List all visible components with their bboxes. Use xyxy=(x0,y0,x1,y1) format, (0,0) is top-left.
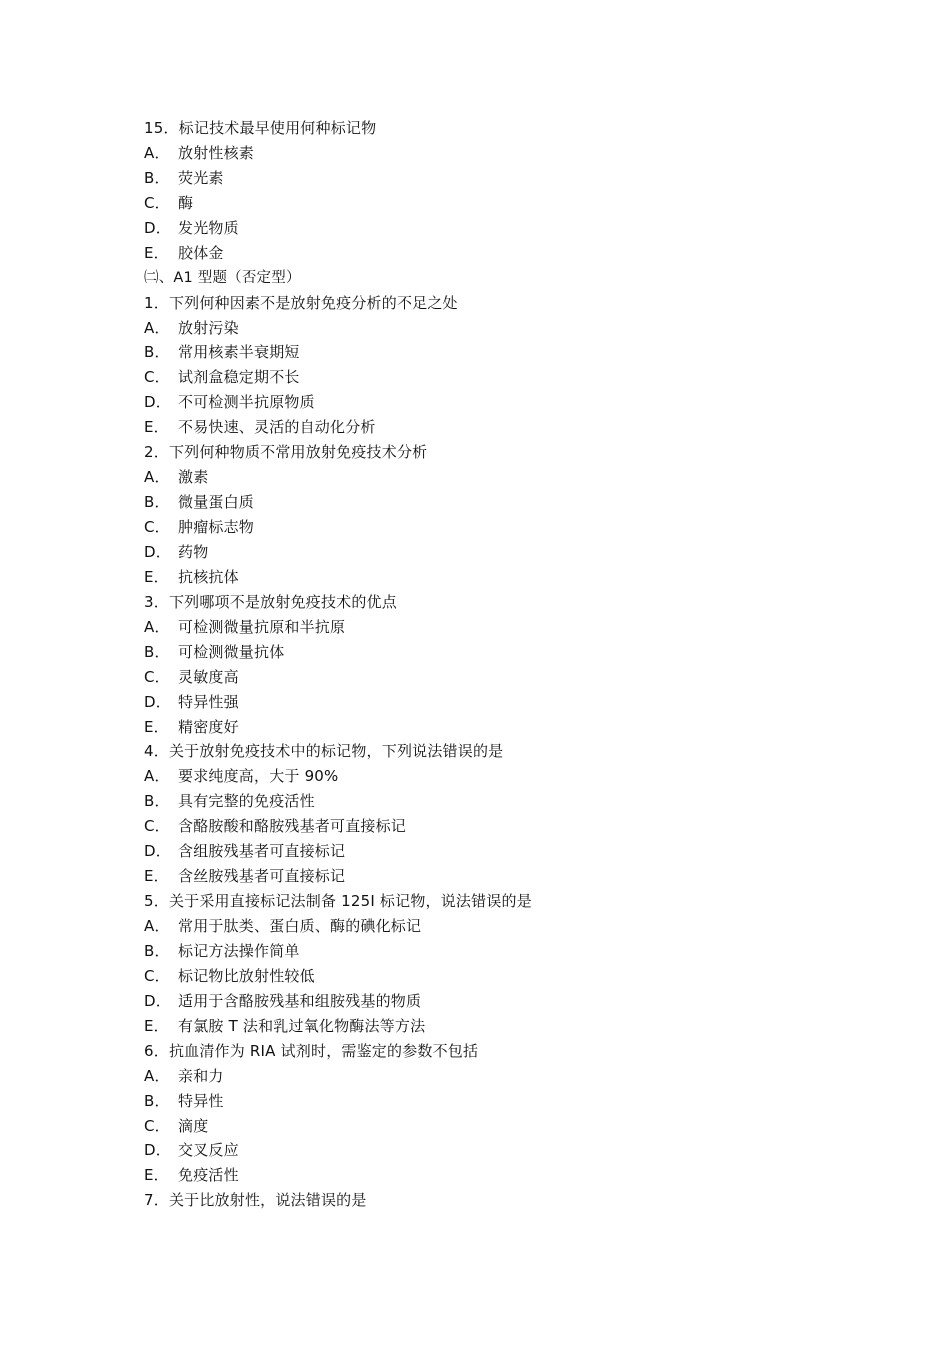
option-a xyxy=(144,465,844,490)
option-text: 要求纯度高，大于 90% xyxy=(178,767,339,786)
option-text: 适用于含酪胺残基和组胺残基的物质 xyxy=(178,991,422,1010)
option-letter: B． xyxy=(144,343,170,362)
option-letter: B． xyxy=(144,1091,170,1110)
option-e xyxy=(144,415,844,440)
option-text: 含组胺残基者可直接标记 xyxy=(178,842,346,861)
option-letter: D． xyxy=(144,842,171,861)
document-page xyxy=(144,116,844,1213)
option-b xyxy=(144,340,844,365)
section-heading: ㈡、A1 型题（否定型） xyxy=(144,269,301,286)
option-letter: C． xyxy=(144,817,170,836)
option-text: 标记方法操作简单 xyxy=(178,941,300,960)
option-letter: E． xyxy=(144,418,169,437)
option-letter: C． xyxy=(144,966,170,985)
option-e xyxy=(144,715,844,740)
option-letter: A． xyxy=(144,767,170,786)
question-5: 5．关于采用直接标记法制备 125I 标记物，说法错误的是 xyxy=(144,892,532,911)
question-7: 7．关于比放射性，说法错误的是 xyxy=(144,1191,367,1210)
option-text: 肿瘤标志物 xyxy=(178,518,255,536)
option-letter: E． xyxy=(144,243,169,262)
question-1: 1．下列何种因素不是放射免疫分析的不足之处 xyxy=(144,293,458,312)
option-letter: A． xyxy=(144,1066,170,1085)
option-a xyxy=(144,615,844,640)
question-3: 3．下列哪项不是放射免疫技术的优点 xyxy=(144,592,397,611)
option-letter: D． xyxy=(144,542,171,561)
option-c xyxy=(144,964,844,989)
option-text: 精密度好 xyxy=(178,717,239,736)
option-e xyxy=(144,241,844,266)
question-4: 4．关于放射免疫技术中的标记物，下列说法错误的是 xyxy=(144,742,504,761)
option-c xyxy=(144,515,844,540)
option-text: 特异性强 xyxy=(178,692,239,711)
option-letter: E． xyxy=(144,717,169,736)
option-letter: E． xyxy=(144,1166,169,1185)
option-letter: B． xyxy=(144,168,170,187)
option-letter: E． xyxy=(144,867,169,886)
option-text: 激素 xyxy=(178,468,209,487)
question-15: 15．标记技术最早使用何种标记物 xyxy=(144,119,377,137)
option-text: 酶 xyxy=(178,193,194,212)
option-text: 可检测微量抗体 xyxy=(178,642,285,661)
option-letter: A． xyxy=(144,617,170,636)
option-c xyxy=(144,665,844,690)
option-text: 不可检测半抗原物质 xyxy=(178,393,315,412)
option-b xyxy=(144,789,844,814)
option-text: 药物 xyxy=(178,542,209,561)
option-letter: E． xyxy=(144,567,169,586)
option-text: 含酪胺酸和酪胺残基者可直接标记 xyxy=(178,817,407,836)
option-e xyxy=(144,1014,844,1039)
option-d xyxy=(144,540,844,565)
option-letter: D． xyxy=(144,218,171,237)
option-text: 可检测微量抗原和半抗原 xyxy=(178,617,346,636)
option-b xyxy=(144,939,844,964)
option-letter: B． xyxy=(144,941,170,960)
option-letter: D． xyxy=(144,393,171,412)
option-text: 试剂盒稳定期不长 xyxy=(178,368,300,387)
option-d xyxy=(144,839,844,864)
option-letter: A． xyxy=(144,917,170,935)
option-d xyxy=(144,690,844,715)
option-a xyxy=(144,914,844,939)
option-letter: D． xyxy=(144,1141,171,1160)
option-c xyxy=(144,1114,844,1139)
option-c xyxy=(144,191,844,216)
option-letter: C． xyxy=(144,667,170,686)
option-text: 常用核素半衰期短 xyxy=(178,343,300,362)
option-text: 标记物比放射性较低 xyxy=(178,966,315,985)
option-text: 荧光素 xyxy=(178,168,224,187)
option-letter: A． xyxy=(144,143,170,162)
option-b xyxy=(144,1089,844,1114)
option-letter: D． xyxy=(144,692,171,711)
option-letter: B． xyxy=(144,792,170,811)
option-letter: E． xyxy=(144,1016,169,1035)
option-text: 特异性 xyxy=(178,1091,224,1110)
option-letter: C． xyxy=(144,518,170,536)
option-text: 胶体金 xyxy=(178,243,224,262)
option-b xyxy=(144,490,844,515)
question-2: 2．下列何种物质不常用放射免疫技术分析 xyxy=(144,443,428,462)
option-text: 有氯胺 T 法和乳过氧化物酶法等方法 xyxy=(178,1016,426,1035)
option-letter: C． xyxy=(144,1116,170,1135)
option-text: 不易快速、灵活的自动化分析 xyxy=(178,418,376,437)
option-text: 微量蛋白质 xyxy=(178,493,255,512)
option-text: 放射性核素 xyxy=(178,143,255,162)
option-text: 滴度 xyxy=(178,1116,209,1135)
option-text: 亲和力 xyxy=(178,1066,224,1085)
option-text: 常用于肽类、蛋白质、酶的碘化标记 xyxy=(178,917,422,935)
option-d xyxy=(144,989,844,1014)
option-letter: C． xyxy=(144,193,170,212)
option-letter: B． xyxy=(144,642,170,661)
option-letter: B． xyxy=(144,493,170,512)
option-a xyxy=(144,316,844,341)
option-b xyxy=(144,166,844,191)
option-e xyxy=(144,1163,844,1188)
option-text: 灵敏度高 xyxy=(178,667,239,686)
option-text: 具有完整的免疫活性 xyxy=(178,792,315,811)
option-letter: C． xyxy=(144,368,170,387)
option-text: 抗核抗体 xyxy=(178,567,239,586)
option-a xyxy=(144,764,844,789)
option-c xyxy=(144,365,844,390)
option-d xyxy=(144,390,844,415)
option-e xyxy=(144,565,844,590)
option-letter: A． xyxy=(144,318,170,337)
option-text: 放射污染 xyxy=(178,318,239,337)
option-text: 交叉反应 xyxy=(178,1141,239,1160)
option-e xyxy=(144,864,844,889)
option-d xyxy=(144,216,844,241)
option-d xyxy=(144,1138,844,1163)
option-a xyxy=(144,141,844,166)
option-c xyxy=(144,814,844,839)
option-text: 含丝胺残基者可直接标记 xyxy=(178,867,346,886)
option-text: 免疫活性 xyxy=(178,1166,239,1185)
option-letter: A． xyxy=(144,468,170,487)
option-letter: D． xyxy=(144,991,171,1010)
question-6: 6．抗血清作为 RIA 试剂时，需鉴定的参数不包括 xyxy=(144,1041,479,1060)
option-b xyxy=(144,640,844,665)
option-text: 发光物质 xyxy=(178,218,239,237)
option-a xyxy=(144,1064,844,1089)
